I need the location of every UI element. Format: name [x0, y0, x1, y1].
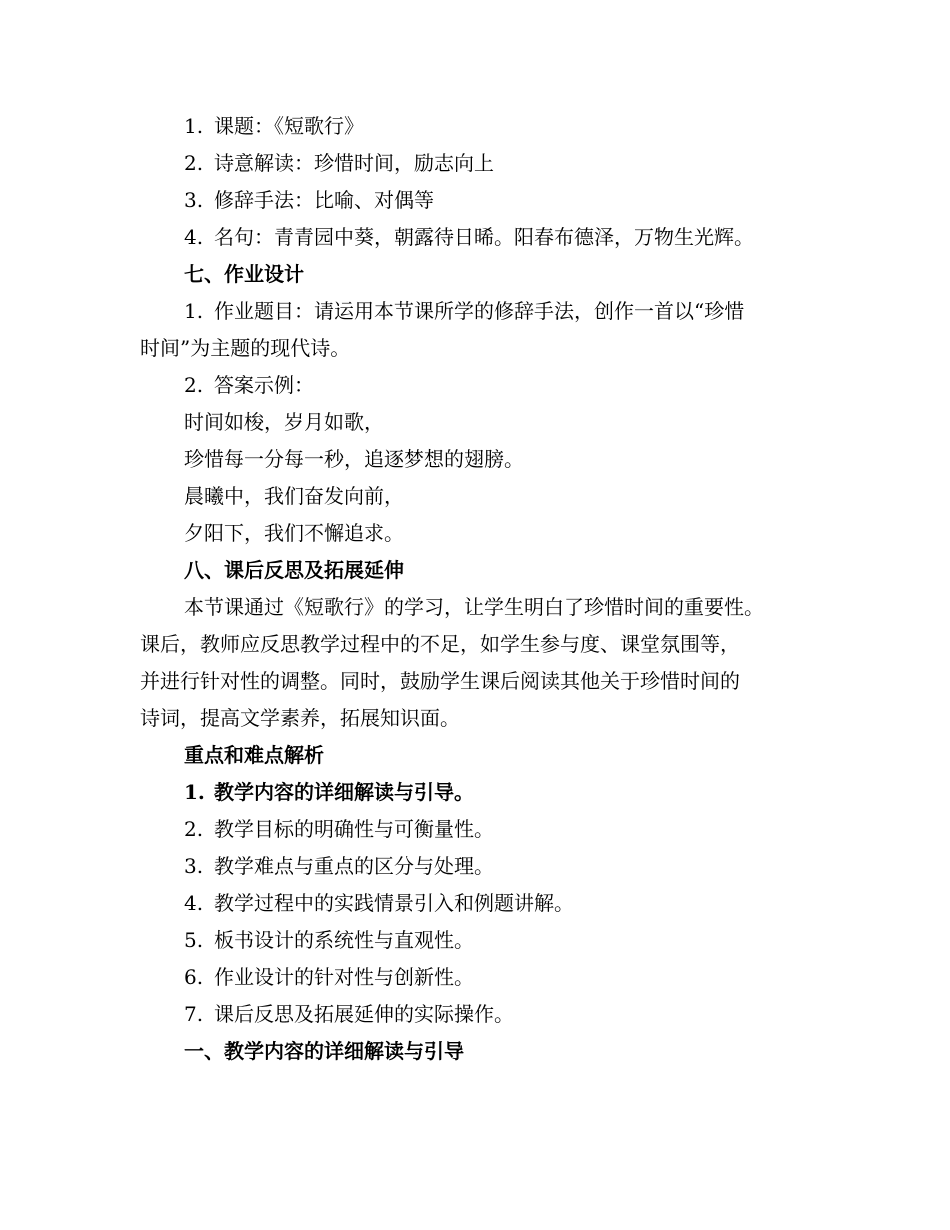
section-heading-homework: 七、作业设计 [184, 262, 304, 286]
keypoints-list [140, 774, 812, 1033]
paragraph-line: 课后，教师应反思教学过程中的不足，如学生参与度、课堂氛围等， [140, 632, 740, 656]
list-item: 3. 教学难点与重点的区分与处理。 [184, 854, 494, 878]
section-heading-content: 一、教学内容的详细解读与引导 [184, 1039, 464, 1063]
poem-line: 珍惜每一分每一秒，追逐梦想的翅膀。 [184, 447, 524, 471]
homework-item-1: 1. 作业题目：请运用本节课所学的修辞手法，创作一首以“珍惜 [184, 299, 745, 323]
list-item: 3. 修辞手法：比喻、对偶等 [184, 188, 434, 212]
list-item: 4. 教学过程中的实践情景引入和例题讲解。 [184, 891, 574, 915]
document-body [140, 108, 812, 1070]
paragraph-line: 本节课通过《短歌行》的学习，让学生明白了珍惜时间的重要性。 [184, 595, 764, 619]
sample-poem [140, 404, 812, 552]
section-heading-keypoints: 重点和难点解析 [184, 743, 324, 767]
paragraph-line: 并进行针对性的调整。同时，鼓励学生课后阅读其他关于珍惜时间的 [140, 669, 740, 693]
list-item: 2. 诗意解读：珍惜时间，励志向上 [184, 151, 494, 175]
list-item: 1. 课题：《短歌行》 [184, 114, 364, 138]
summary-list [140, 108, 812, 256]
list-item: 6. 作业设计的针对性与创新性。 [184, 965, 474, 989]
poem-line: 晨曦中，我们奋发向前， [184, 484, 404, 508]
list-item: 2. 教学目标的明确性与可衡量性。 [184, 817, 494, 841]
section-heading-reflection: 八、课后反思及拓展延伸 [184, 558, 404, 582]
homework-item-2: 2. 答案示例： [184, 373, 314, 397]
list-item: 7. 课后反思及拓展延伸的实际操作。 [184, 1002, 514, 1026]
reflection-paragraph [140, 589, 812, 737]
list-item: 4. 名句：青青园中葵，朝露待日晞。阳春布德泽，万物生光辉。 [184, 225, 754, 249]
list-item: 5. 板书设计的系统性与直观性。 [184, 928, 474, 952]
poem-line: 时间如梭，岁月如歌， [184, 410, 384, 434]
list-item: 1. 教学内容的详细解读与引导。 [184, 780, 474, 804]
homework-item-1-continued: 时间”为主题的现代诗。 [140, 336, 351, 360]
poem-line: 夕阳下，我们不懈追求。 [184, 521, 404, 545]
paragraph-line: 诗词，提高文学素养，拓展知识面。 [140, 706, 460, 730]
